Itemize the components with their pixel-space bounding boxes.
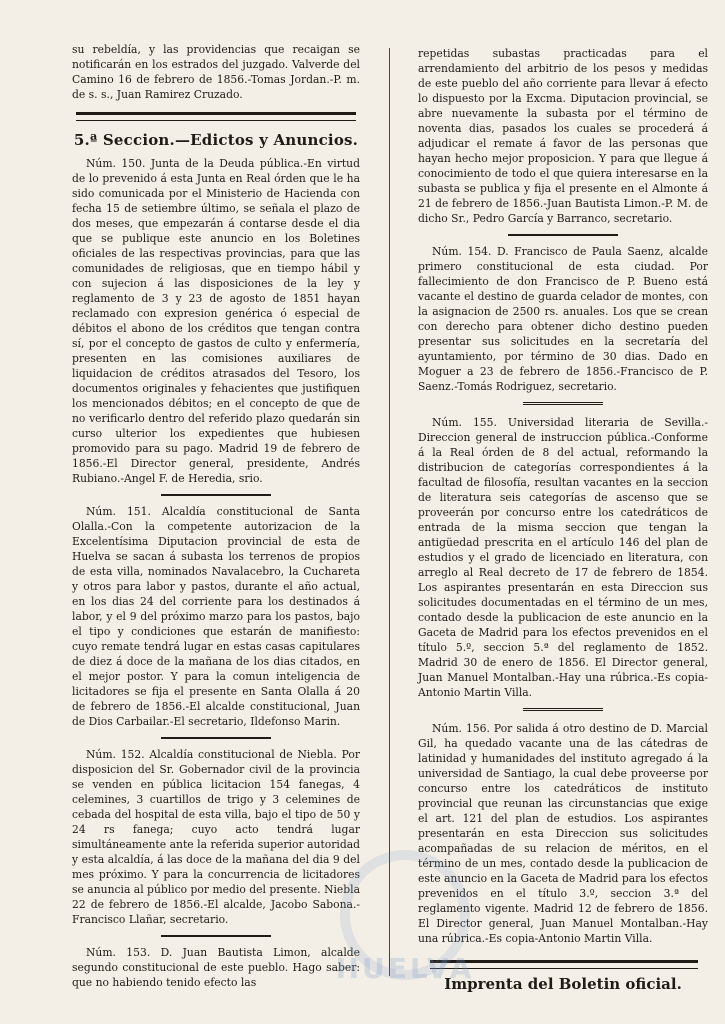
imprint: Imprenta del Boletin oficial. <box>444 975 682 993</box>
section-heading: 5.ª Seccion.—Edictos y Anuncios. <box>73 131 359 149</box>
edict-150: Núm. 150. Junta de la Deuda pública.-En virtud de lo prevenido á esta Junta en Real órden que le ha sido comunicada por el Ministerio de Hacienda con fecha 15 de setiembre último, se señala el plazo de dos meses, que empezarán á contarse desde el dia que se publique este anuncio en los Boletines oficiales de las respectivas provincias, para que las comunidades de religiosas, que en tiempo hábil y con sujecion á las disposiciones de la ley y reglamento de 3 y 23 de agosto de 1851 hayan reclamado con expresion genérica ó especial de débitos el abono de los créditos que tengan contra sí, por el concepto de gastos de culto y enfermería, presenten en las comisiones auxiliares de liquidacion de créditos atrasados del Tesoro, los documentos originales y fehacientes que justifiquen los mencionados débitos; en el concepto de que de no verificarlo dentro del referido plazo quedarán sin curso ulterior los expedientes que hubiesen promovido para su pago. Madrid 19 de febrero de 1856.-El Director general, presidente, Andrés Rubiano.-Angel F. de Heredia, srio. <box>72 157 360 485</box>
intro-paragraph: su rebeldía, y las providencias que recaigan se notificarán en los estrados del juzgado. Valverde del Camino 16 de febrero de 1856.-Tomas Jordan.-P. m. de s. s., Juan Ramirez Cruzado. <box>72 43 360 101</box>
edict-separator <box>508 234 618 236</box>
library-watermark <box>320 850 490 1010</box>
watermark-text: HUELVA <box>335 952 475 985</box>
edict-separator <box>161 737 271 739</box>
edict-152: Núm. 152. Alcaldía constitucional de Niebla. Por disposicion del Sr. Gobernador civil de la provincia se venden en pública licitacion 154 fanegas, 4 celemines, 3 cuartillos de trigo y 3 celemines de cebada del hospital de esta villa, bajo el tipo de 50 y 24 rs fanega; cuyo acto tendrá lugar simultáneamente ante la referida superior autoridad y esta alcaldía, á las doce de la mañana del dia 9 del mes próximo. Y para la concurrencia de licitadores se anuncia al público por medio del presente. Niebla 22 de febrero de 1856.-El alcalde, Jacobo Sabona.-Francisco Llañar, secretario. <box>72 748 360 926</box>
edict-separator <box>161 494 271 496</box>
column-divider <box>389 48 390 976</box>
edict-separator <box>523 708 603 713</box>
edict-156: Núm. 156. Por salida á otro destino de D. Marcial Gil, ha quedado vacante una de las cátedras de latinidad y humanidades del instituto agregado á la universidad de Santiago, la cual debe proveerse por concurso entre los catedráticos de instituto provincial que reunan las circunstancias que exige el art. 121 del plan de estudios. Los aspirantes presentarán en esta Direccion sus solicitudes acompañadas de su relacion de méritos, en el término de un mes, contado desde la publicacion de este anuncio en la Gaceta de Madrid para los efectos prevenidos en el título 3.º, seccion 3.ª del reglamento vigente. Madrid 12 de febrero de 1856. El Director general, Juan Manuel Montalban.-Hay una rúbrica.-Es copia-Antonio Martin Villa. <box>418 722 708 945</box>
edict-155: Núm. 155. Universidad literaria de Sevilla.-Direccion general de instruccion pública.-Conforme á la Real órden de 8 del actual, reformando la distribucion de categorías correspondientes á la facultad de filosofía, resultan vacantes en la seccion de literatura seis categorías de ascenso que se proveerán por concurso entre los catedráticos de entrada de la misma seccion que tengan la antigüedad prescrita en el artículo 146 del plan de estudios y el grado de licenciado en literatura, con arreglo al Real decreto de 17 de febrero de 1854. Los aspirantes presentarán en esta Direccion sus solicitudes documentadas en el término de un mes, contado desde la publicacion de este anuncio en la Gaceta de Madrid para los efectos prevenidos en el título 5.º, seccion 5.ª del reglamento de 1852. Madrid 30 de enero de 1856. El Director general, Juan Manuel Montalban.-Hay una rúbrica.-Es copia-Antonio Martin Villa. <box>418 416 708 699</box>
edict-151: Núm. 151. Alcaldía constitucional de Santa Olalla.-Con la competente autorizacion de la Excelentísima Diputacion provincial de esta de Huelva se sacan á subasta los terrenos de propios de esta villa, nominados Navalacebro, la Cuchareta y otros para labor y pastos, durante el año actual, en los dias 24 del corriente para los destinados á labor, y el 9 del próximo marzo para los pastos, bajo el tipo y condiciones que estarán de manifiesto: cuyo remate tendrá lugar en estas casas capitulares de diez á doce de la mañana de los dias citados, en el mejor postor. Y para la comun inteligencia de licitadores se fija el presente en Santa Olalla á 20 de febrero de 1856.-El alcalde constitucional, Juan de Dios Carbailar.-El secretario, Ildefonso Marin. <box>72 505 360 728</box>
section-rule <box>76 112 356 121</box>
edict-153: Núm. 153. D. Juan Bautista Limon, alcalde segundo constitucional de este pueblo. Hago saber: que no habiendo tenido efecto las <box>72 946 360 989</box>
edict-153-continued: repetidas subastas practicadas para el arrendamiento del arbitrio de los pesos y medidas de este pueblo del año corriente para llevar á efecto lo dispuesto por la Excma. Diputacion provincial, se abre nuevamente la subasta por el término de noventa dias, pasados los cuales se procederá á adjudicar el remate á favor de las personas que hayan hecho mejor proposicion. Y para que llegue á conocimiento de todo el que quiera interesarse en la subasta se publica y fija el presente en el Almonte á 21 de febrero de 1856.-Juan Bautista Limon.-P. M. de dicho Sr., Pedro García y Barranco, secretario. <box>418 47 708 225</box>
edict-separator <box>161 935 271 937</box>
edict-separator <box>523 402 603 407</box>
edict-154: Núm. 154. D. Francisco de Paula Saenz, alcalde primero constitucional de esta ciudad. Por fallecimiento de don Francisco de P. Bueno está vacante el destino de guarda celador de montes, con la asignacion de 2500 rs. anuales. Los que se crean con derecho para obtener dicho destino pueden presentar sus solicitudes en la secretaría del ayuntamiento, por término de 30 dias. Dado en Moguer a 23 de febrero de 1856.-Francisco de P. Saenz.-Tomás Rodriguez, secretario. <box>418 245 708 393</box>
left-column <box>72 42 360 998</box>
